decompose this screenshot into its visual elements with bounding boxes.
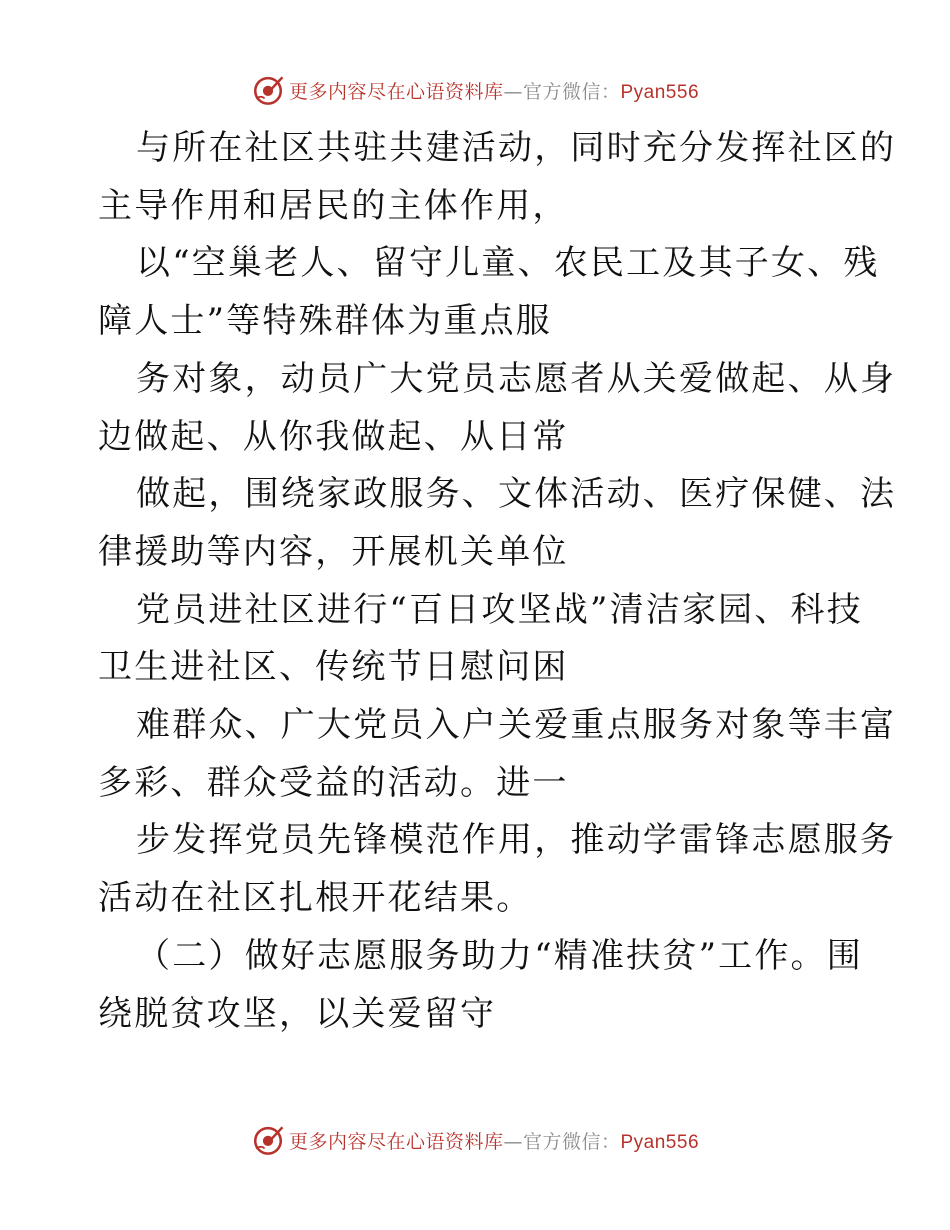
text-line: 步发挥党员先锋模范作用，推动学雷锋志愿服务 [136,820,897,861]
paragraph [98,235,880,350]
quill-seal-icon [251,1123,285,1157]
text-line: 与所在社区共驻共建活动，同时充分发挥社区的 [136,128,897,168]
section-heading-paragraph [98,928,863,1043]
text-line: 以“空巢老人、留守儿童、农民工及其子女、残 [136,243,880,284]
text-line: 卫生进社区、传统节日慰问困 [98,647,569,688]
paragraph [98,351,897,466]
text-line: 绕脱贫攻坚，以关爱留守 [98,993,497,1034]
document-body [98,120,897,1043]
text-line: 做起，围绕家政服务、文体活动、医疗保健、法 [136,474,897,515]
text-line: （二）做好志愿服务助力“精准扶贫”工作。围 [136,935,863,976]
paragraph [98,466,897,581]
paragraph [98,120,897,235]
text-line: 务对象，动员广大党员志愿者从关爱做起、从身 [136,358,897,399]
watermark-text: 更多内容尽在心语资料库—官方微信：Pyan556 [288,1130,700,1153]
footer-watermark [0,1120,950,1160]
text-line: 律援助等内容，开展机关单位 [98,531,569,572]
text-line: 障人士”等特殊群体为重点服 [98,301,552,342]
paragraph [98,812,897,927]
text-line: 党员进社区进行“百日攻坚战”清洁家园、科技 [136,589,863,630]
header-watermark [0,70,950,110]
quill-seal-icon [251,73,285,107]
text-line: 难群众、广大党员入户关爱重点服务对象等丰富 [136,705,897,746]
text-line: 活动在社区扎根开花结果。 [98,878,533,919]
text-line: 边做起、从你我做起、从日常 [98,416,569,457]
paragraph [98,582,863,697]
text-line: 多彩、群众受益的活动。进一 [98,762,569,803]
watermark-text: 更多内容尽在心语资料库—官方微信：Pyan556 [288,80,700,103]
paragraph [98,697,897,812]
text-line: 主导作用和居民的主体作用， [98,185,569,226]
